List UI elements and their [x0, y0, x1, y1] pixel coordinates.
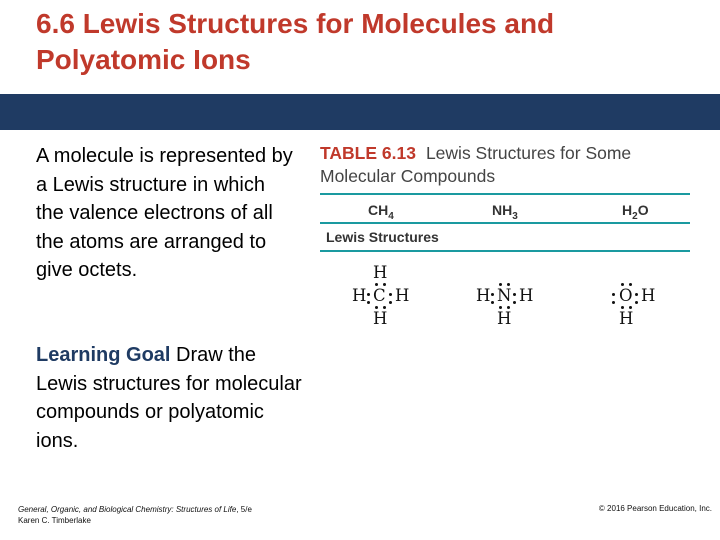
learning-goal-text: Draw the Lewis structures for molecular compounds or polyatomic ions.	[36, 344, 302, 452]
table-caption	[320, 142, 692, 188]
table-number: TABLE 6.13	[320, 143, 416, 163]
footer-edition: , 5/e	[236, 505, 252, 514]
learning-goal-label: Learning Goal	[36, 344, 171, 366]
header-band	[0, 94, 720, 130]
lewis-structure-ch4: H H C H H	[352, 263, 410, 328]
table-rule-top	[320, 193, 690, 195]
footer-author: Karen C. Timberlake	[18, 516, 91, 525]
footer-citation	[18, 504, 252, 526]
table-rule-mid	[320, 222, 690, 224]
table-title: Lewis Structures for Some Molecular Compounds	[320, 143, 632, 186]
footer-book-title: General, Organic, and Biological Chemistry: Structures of Life	[18, 505, 237, 514]
row-label-lewis-structures: Lewis Structures	[326, 229, 439, 245]
table-rule-low	[320, 250, 690, 252]
lewis-structures-table	[318, 140, 692, 340]
footer-copyright: © 2016 Pearson Education, Inc.	[598, 504, 712, 513]
slide-title	[36, 6, 696, 78]
slide-title-line-1: 6.6 Lewis Structures for Molecules and	[36, 8, 555, 39]
column-header-ch4: $CH_4$	[368, 202, 394, 222]
column-header-nh3: $NH_3$	[492, 202, 518, 222]
column-header-h2o: $H_2O$	[622, 202, 649, 222]
slide-title-line-2: Polyatomic Ions	[36, 44, 251, 75]
lewis-structure-h2o: O H H	[604, 263, 664, 335]
learning-goal	[36, 341, 306, 455]
body-text: A molecule is represented by a Lewis structure in which the valence electrons of all the atoms are arranged to give octets.	[36, 145, 293, 281]
lewis-structure-nh3: H N H H	[476, 263, 536, 335]
